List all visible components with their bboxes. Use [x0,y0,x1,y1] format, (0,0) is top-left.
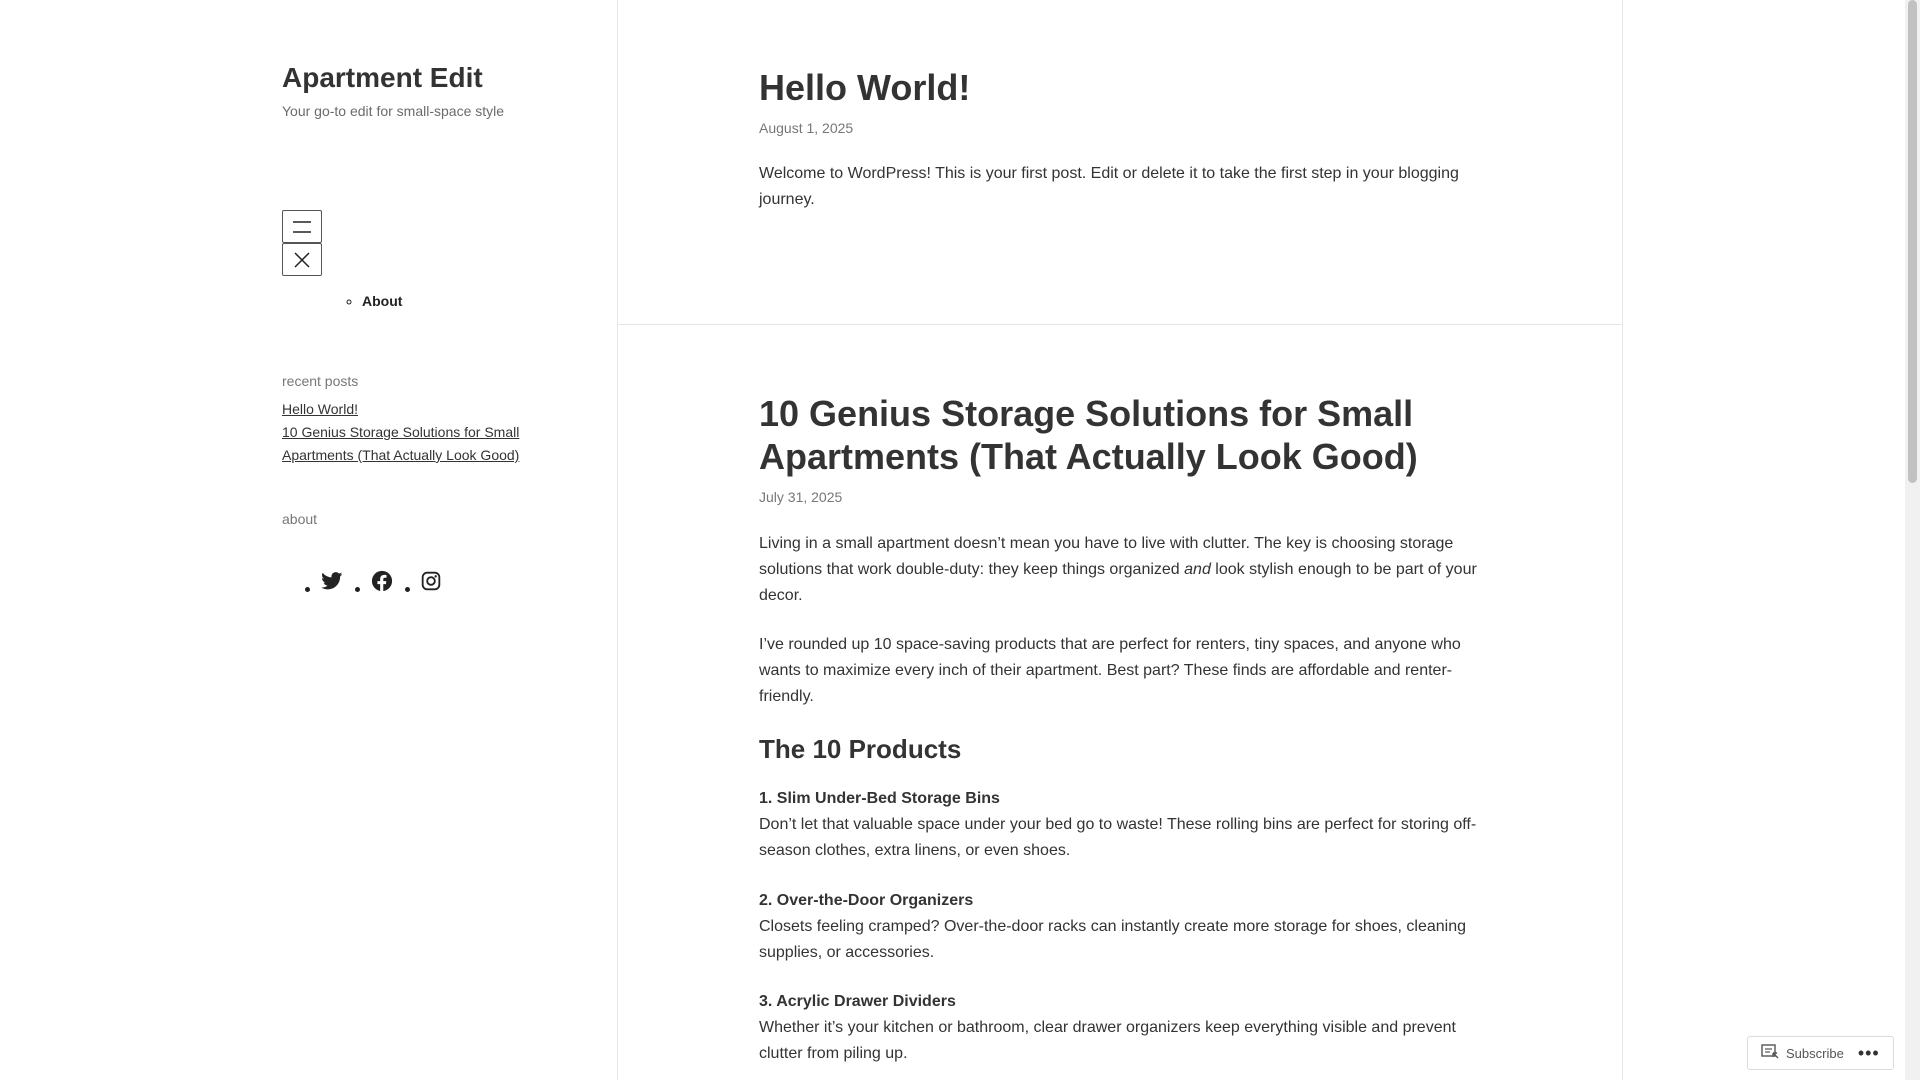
about-heading: about [282,511,318,527]
menu-close-button[interactable] [282,243,322,276]
recent-post-item [282,421,542,467]
main-content [617,0,1623,1080]
facebook-icon[interactable] [371,570,393,592]
post-title[interactable]: Hello World! [759,67,971,108]
instagram-icon[interactable] [421,571,441,591]
recent-post-link[interactable]: Hello World! [282,401,358,417]
post-divider [618,324,1622,325]
social-item [305,571,355,592]
product-name: 2. Over-the-Door Organizers [759,892,974,909]
site-tagline: Your go-to edit for small-space style [282,103,505,119]
scrollbar-thumb[interactable] [1908,0,1917,483]
product-item [759,786,1499,864]
subscribe-button[interactable] [1748,1044,1844,1063]
recent-post-item [282,398,542,421]
primary-nav [362,293,402,309]
intro-text: look stylish enough to be part of your decor. [759,561,1477,604]
list-bullet [355,587,360,592]
social-links [305,570,453,592]
post-date[interactable]: July 31, 2025 [759,489,843,505]
twitter-icon[interactable] [321,572,343,590]
sidebar [0,0,617,1080]
reader-icon [1761,1044,1779,1063]
list-bullet [405,587,410,592]
recent-posts-list [282,398,542,467]
menu-open-button[interactable] [282,210,322,243]
nav-item-about [362,293,402,309]
subscribe-label: Subscribe [1786,1045,1844,1061]
product-description: Don’t let that valuable space under your bed go to waste! These rolling bins are perfect for storing off-season clothes, extra linens, or even shoes. [759,816,1477,859]
menu-icon [292,220,312,234]
post-intro [759,531,1499,609]
intro-text: Living in a small apartment doesn’t mean you have to live with clutter. The key is choosing storage solutions that work double-duty: they keep things organized [759,535,1454,578]
social-item [405,571,453,592]
product-name: 1. Slim Under-Bed Storage Bins [759,790,1000,807]
subscribe-bar [1747,1036,1894,1070]
post-date[interactable]: August 1, 2025 [759,120,854,136]
post-paragraph: I’ve rounded up 10 space-saving products that are perfect for renters, tiny spaces, and anyone who wants to maximize every inch of their apartment. Best part? These finds are affordable and renter-friendly. [759,636,1461,705]
intro-emphasis: and [1184,561,1211,578]
recent-post-link[interactable]: 10 Genius Storage Solutions for Small Apartments (That Actually Look Good) [282,424,520,463]
product-description: Closets feeling cramped? Over-the-door racks can instantly create more storage for shoes, cleaning supplies, or accessories. [759,918,1467,961]
recent-posts-heading: recent posts [282,373,359,389]
close-icon [293,251,311,269]
product-item [759,989,1499,1067]
section-heading: The 10 Products [759,734,962,764]
social-item [355,570,405,592]
product-description: Whether it’s your kitchen or bathroom, clear drawer organizers keep everything visible and prevent clutter from piling up. [759,1019,1456,1062]
product-name: 3. Acrylic Drawer Dividers [759,993,956,1010]
post-body: Welcome to WordPress! This is your first post. Edit or delete it to take the first step in your blogging journey. [759,165,1459,208]
nav-link-about[interactable]: About [362,293,403,309]
list-bullet [305,587,310,592]
post-title[interactable]: 10 Genius Storage Solutions for Small Apartments (That Actually Look Good) [759,393,1418,477]
more-options-button[interactable]: ••• [1857,1043,1880,1063]
product-item [759,888,1499,966]
site-title[interactable]: Apartment Edit [282,62,483,93]
